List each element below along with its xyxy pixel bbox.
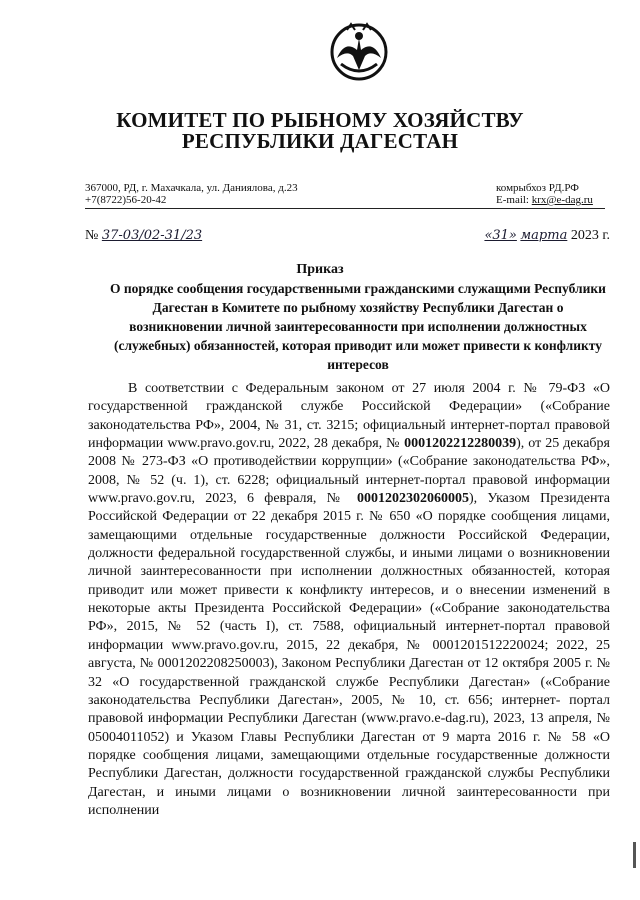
date-day: «31» bbox=[484, 228, 517, 243]
document-date bbox=[484, 228, 610, 244]
handwritten-number: 37-03/02-31/23 bbox=[101, 228, 203, 243]
scan-artifact bbox=[633, 842, 636, 868]
website-link[interactable]: комрыбхоз РД.РФ bbox=[496, 182, 579, 194]
address-block bbox=[85, 182, 298, 206]
order-subject: О порядке сообщения государственными гражданскими служащими Республики Дагестан в Комитете по рыбному хозяйству Республики Дагестан о возникновении личной заинтересованности при исполнении должностных (служебных) обязанностей, которая приводит или может привести к конфликту интересов bbox=[110, 281, 606, 372]
body-run-bold: 0001202212280039 bbox=[404, 436, 517, 452]
postal-address: 367000, РД, г. Махачкала, ул. Даниялова, д.23 bbox=[85, 182, 298, 194]
email-label: E-mail: bbox=[496, 194, 529, 206]
body-paragraph bbox=[88, 380, 610, 820]
header-divider bbox=[85, 208, 605, 209]
order-title: Приказ bbox=[296, 262, 344, 277]
body-run: В соответствии с Федеральным законом от 27 июля 2004 г. № 79-ФЗ «О государственной гражданской службе Российской Федерации» («Собрание законодательства РФ», 2004, № 31, ст. 3215; официальный интернет-портал правовой информации www.pravo.gov.ru, 2022, 28 декабря, № bbox=[88, 381, 610, 452]
email-link[interactable]: krx@e-dag.ru bbox=[531, 194, 593, 206]
number-prefix: № bbox=[85, 228, 99, 243]
body-run-bold: 0001202302060005 bbox=[356, 491, 469, 507]
document-number bbox=[85, 228, 202, 244]
date-year: 2023 г. bbox=[570, 228, 610, 243]
org-title-line2: РЕСПУБЛИКИ ДАГЕСТАН bbox=[181, 129, 459, 153]
dagestan-coat-of-arms-icon bbox=[327, 20, 391, 82]
body-run: ), от 25 декабря 2008 № 273-ФЗ «О противодействии коррупции» («Собрание законодательства РФ», 2008, № 52 (ч. 1), ст. 6228; официальный интернет-портал правовой информации www.pravo.gov.ru, 2023, 6 февраля, № bbox=[88, 436, 610, 507]
email-row bbox=[496, 194, 593, 206]
date-month: марта bbox=[520, 228, 568, 243]
contacts-block bbox=[496, 182, 593, 206]
org-title-line1: КОМИТЕТ ПО РЫБНОМУ ХОЗЯЙСТВУ bbox=[116, 108, 524, 132]
phone-number: +7(8722)56-20-42 bbox=[85, 194, 167, 206]
body-run: ), Указом Президента Российской Федерации от 22 декабря 2015 г. № 650 «О порядке сообщения лицами, замещающими отдельные государственные должности Российской Федерации, должности федеральной государственной службы, и иными лицами о возникновении личной заинтересованности при исполнении должностных обязанностей, которая приводит или может привести к конфликту интересов, и о внесении изменений в некоторые акты Президента Российской Федерации» («Собрание законодательства РФ», 2015, № 52 (часть I), ст. 7588, официальный интернет-портал правовой информации www.pravo.gov.ru, 2015, 22 декабря, № 0001201512220024; 2022, 25 августа, № 0001202208250003), Законом Республики Дагестан от 12 октября 2005 г. № 32 «О государственной гражданской службе Республики Дагестан» («Собрание законодательства Республики Дагестан», 2005, № 10, ст. 656; интернет- портал правовой информации Республики Дагестан (www.pravo.e-dag.ru), 2023, 13 апреля, № 05004011052) и Указом Главы Республики Дагестан от 9 марта 2016 г. № 58 «О порядке сообщения лицами, замещающими отдельные государственные должности Республики Дагестан, должности государственной гражданской службы Республики Дагестан, и иными лицами о возникновении личной заинтересованности при исполнении bbox=[88, 491, 610, 818]
